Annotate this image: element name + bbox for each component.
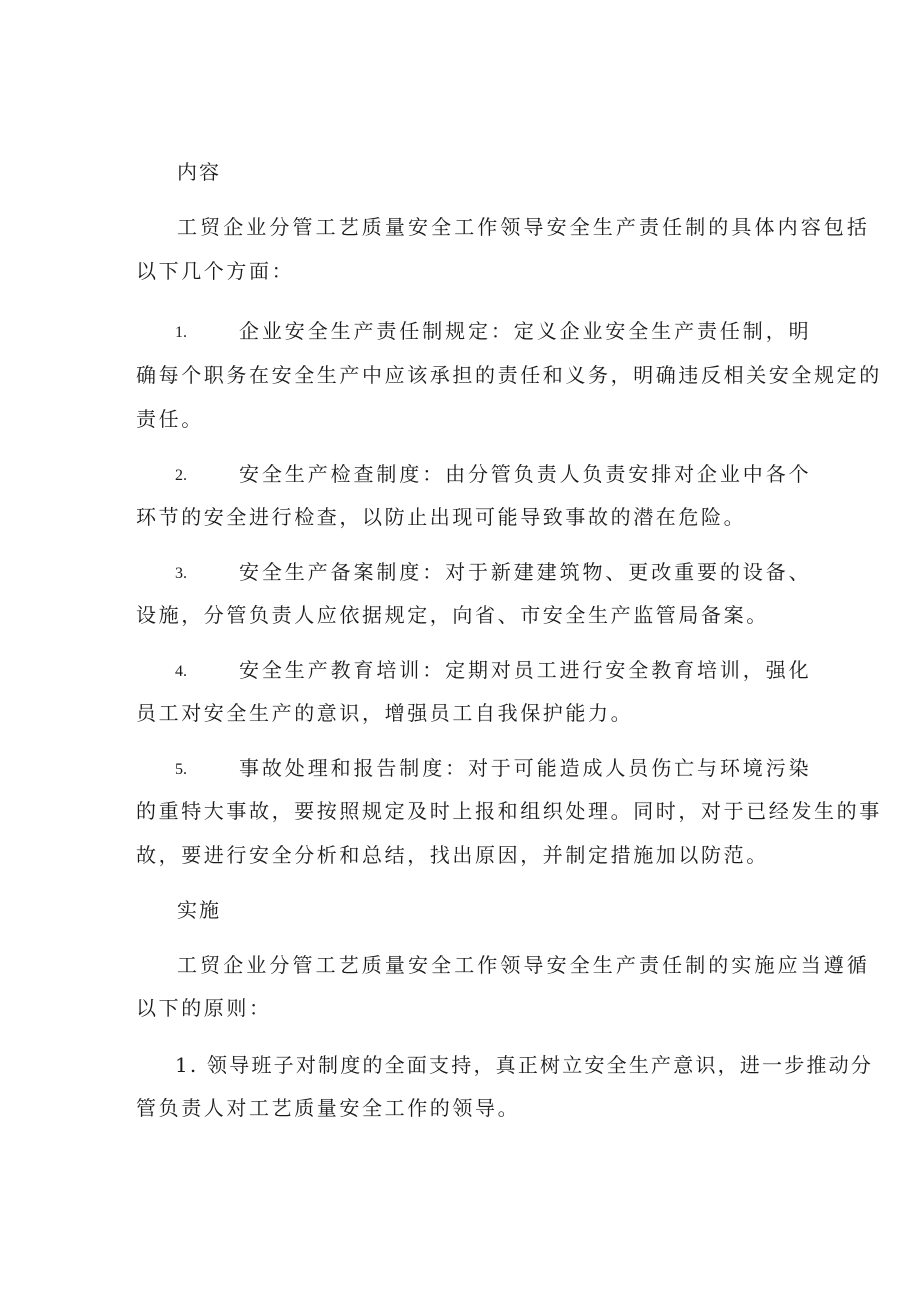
list-item-line: 员工对安全生产的意识，增强员工自我保护能力。	[136, 701, 634, 725]
content-intro-line-2: 以下几个方面：	[136, 259, 295, 283]
list-item-line: 的重特大事故，要按照规定及时上报和组织处理。同时，对于已经发生的事	[136, 799, 882, 823]
list-item-line: 责任。	[136, 407, 204, 431]
list-item-number: 1.	[175, 324, 187, 341]
list-item-line: 确每个职务在安全生产中应该承担的责任和义务，明确违反相关安全规定的	[136, 363, 882, 387]
list-item-line: 故，要进行安全分析和总结，找出原因，并制定措施加以防范。	[136, 843, 769, 867]
section-heading-content: 内容	[177, 160, 221, 184]
implementation-intro-line-1: 工贸企业分管工艺质量安全工作领导安全生产责任制的实施应当遵循	[177, 953, 870, 977]
list-item-line: 安全生产备案制度：对于新建建筑物、更改重要的设备、	[239, 560, 812, 584]
list-item-number: 3.	[175, 565, 187, 582]
list-item-number: 2.	[175, 467, 187, 484]
implementation-intro-line-2: 以下的原则：	[136, 996, 272, 1020]
list-item-line: 环节的安全进行检查，以防止出现可能导致事故的潜在危险。	[136, 505, 747, 529]
list-item-line: 安全生产检查制度：由分管负责人负责安排对企业中各个	[239, 462, 812, 486]
list-item-line: 企业安全生产责任制规定：定义企业安全生产责任制，明	[239, 319, 812, 343]
list-item-line: 安全生产教育培训：定期对员工进行安全教育培训，强化	[239, 658, 812, 682]
list-item-line: 设施，分管负责人应依据规定，向省、市安全生产监管局备案。	[136, 603, 769, 627]
section-heading-implementation: 实施	[177, 898, 221, 922]
list-item-number: 5.	[175, 761, 187, 778]
principle-line: 1. 领导班子对制度的全面支持，真正树立安全生产意识，进一步推动分	[175, 1053, 874, 1077]
principle-line: 管负责人对工艺质量安全工作的领导。	[136, 1096, 521, 1120]
content-intro-line-1: 工贸企业分管工艺质量安全工作领导安全生产责任制的具体内容包括	[177, 215, 870, 239]
list-item-number: 4.	[175, 663, 187, 680]
list-item-line: 事故处理和报告制度：对于可能造成人员伤亡与环境污染	[239, 756, 812, 780]
